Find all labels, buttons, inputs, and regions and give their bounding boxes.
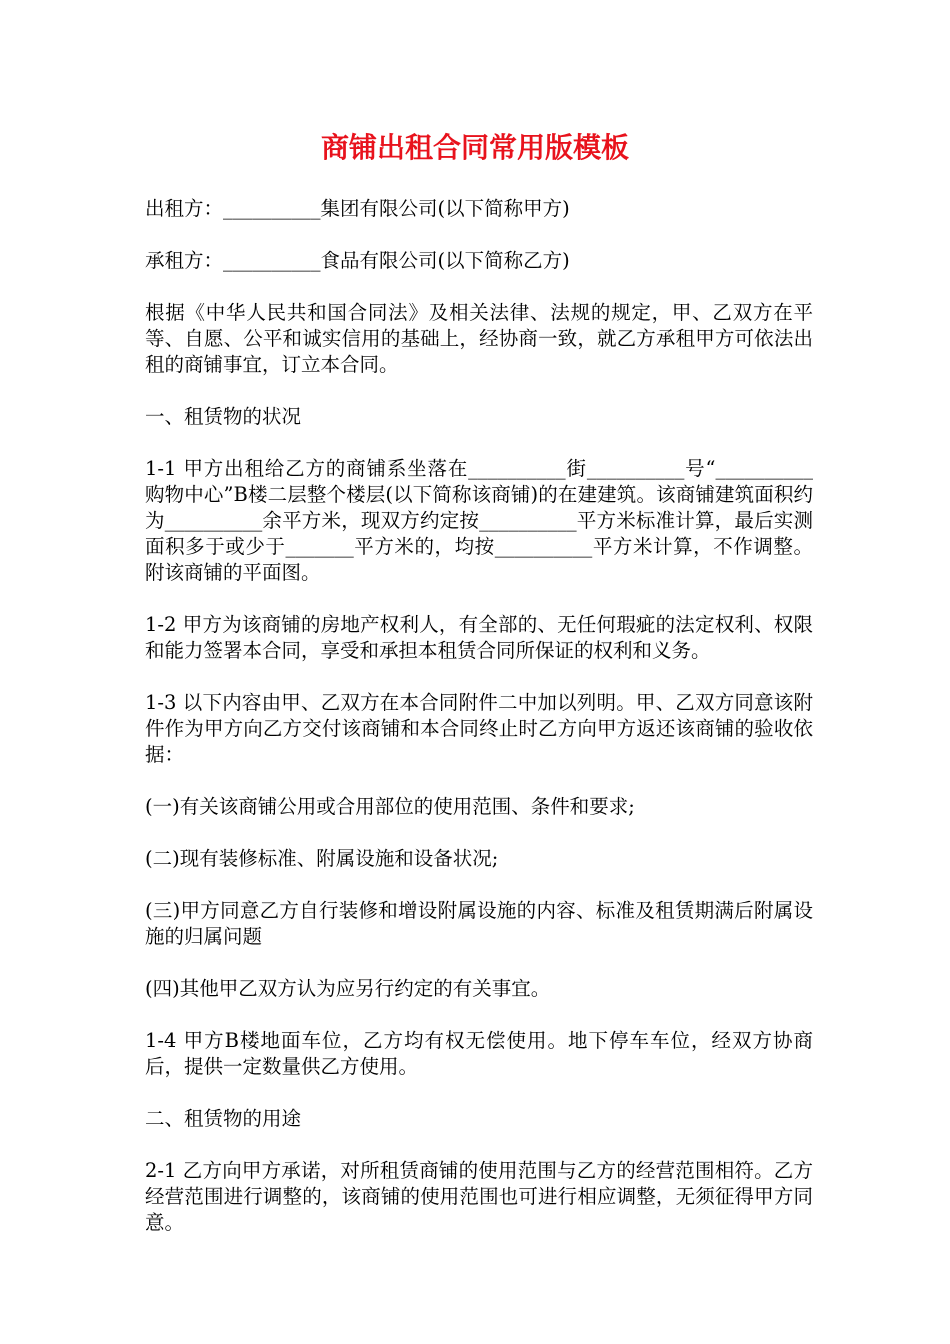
- document-body: [145, 196, 813, 1262]
- clause-2-1: 2-1 乙方向甲方承诺，对所租赁商铺的使用范围与乙方的经营范围相符。乙方经营范围进行调整的，该商铺的使用范围也可进行相应调整，无须征得甲方同意。: [145, 1159, 813, 1234]
- clause-1-3-item-4: (四)其他甲乙双方认为应另行约定的有关事宜。: [145, 977, 551, 1000]
- clause-1-3-item-2: (二)现有装修标准、附属设施和设备状况;: [145, 847, 499, 870]
- section-heading-2: 二、租赁物的用途: [145, 1107, 302, 1130]
- document-title: 商铺出租合同常用版模板: [320, 131, 629, 164]
- clause-1-3: 1-3 以下内容由甲、乙双方在本合同附件二中加以列明。甲、乙双方同意该附件作为甲方向乙方交付该商铺和本合同终止时乙方向甲方返还该商铺的验收依据：: [145, 691, 813, 766]
- lessee-line: 承租方：__________食品有限公司(以下简称乙方): [145, 249, 570, 272]
- clause-1-3-item-3: (三)甲方同意乙方自行装修和增设附属设施的内容、标准及租赁期满后附属设施的归属问题: [145, 899, 813, 948]
- clause-1-3-item-1: (一)有关该商铺公用或合用部位的使用范围、条件和要求;: [145, 795, 635, 818]
- clause-1-1: 1-1 甲方出租给乙方的商铺系坐落在__________街__________号“__________购物中心”B楼二层整个楼层(以下简称该商铺)的在建建筑。该商铺建筑面积约为__________余平方米，现双方约定按__________平方米标准计算，最后实测面积多于或少于_______平方米的，均按__________平方米计算，不作调整。附该商铺的平面图。: [145, 457, 813, 584]
- lessor-line: 出租方：__________集团有限公司(以下简称甲方): [145, 197, 570, 220]
- preamble-paragraph: 根据《中华人民共和国合同法》及相关法律、法规的规定，甲、乙双方在平等、自愿、公平和诚实信用的基础上，经协商一致，就乙方承租甲方可依法出租的商铺事宜，订立本合同。: [145, 301, 813, 376]
- section-heading-1: 一、租赁物的状况: [145, 405, 302, 428]
- clause-1-2: 1-2 甲方为该商铺的房地产权利人，有全部的、无任何瑕疵的法定权利、权限和能力签署本合同，享受和承担本租赁合同所保证的权利和义务。: [145, 613, 813, 662]
- clause-1-4: 1-4 甲方B楼地面车位，乙方均有权无偿使用。地下停车车位，经双方协商后，提供一定数量供乙方使用。: [145, 1029, 813, 1078]
